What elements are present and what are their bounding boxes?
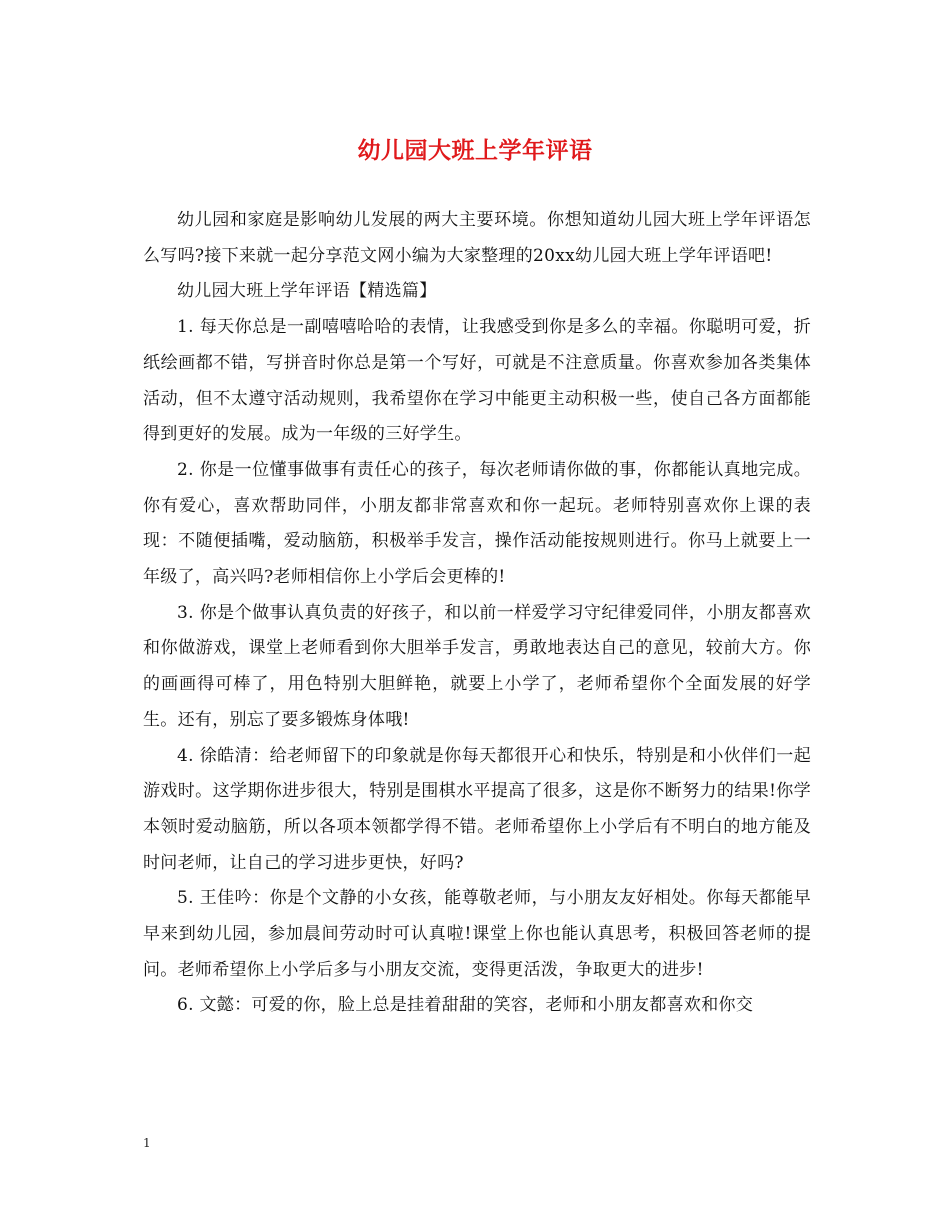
comment-paragraph-3: 3. 你是个做事认真负责的好孩子，和以前一样爱学习守纪律爱同伴，小朋友都喜欢和你做游戏，课堂上老师看到你大胆举手发言，勇敢地表达自己的意见，较前大方。你的画画得可棒了，用色特别大胆鲜艳，就要上小学了，老师希望你个全面发展的好学生。还有，别忘了要多锻炼身体哦! [143, 602, 811, 730]
section-heading: 幼儿园大班上学年评语【精选篇】 [177, 281, 437, 302]
comment-paragraph-2: 2. 你是一位懂事做事有责任心的孩子，每次老师请你做的事，你都能认真地完成。你有爱心，喜欢帮助同伴，小朋友都非常喜欢和你一起玩。老师特别喜欢你上课的表现：不随便插嘴，爱动脑筋，积极举手发言，操作活动能按规则进行。你马上就要上一年级了，高兴吗?老师相信你上小学后会更棒的! [143, 459, 811, 588]
comment-paragraph-4: 4. 徐皓清：给老师留下的印象就是你每天都很开心和快乐，特别是和小伙伴们一起游戏时。这学期你进步很大，特别是围棋水平提高了很多，这是你不断努力的结果!你学本领时爱动脑筋，所以各项本领都学得不错。老师希望你上小学后有不明白的地方能及时问老师，让自己的学习进步更快，好吗? [143, 745, 811, 873]
document-title: 幼儿园大班上学年评语 [357, 137, 593, 164]
intro-paragraph: 幼儿园和家庭是影响幼儿发展的两大主要环境。你想知道幼儿园大班上学年评语怎么写吗?接下来就一起分享范文网小编为大家整理的20xx幼儿园大班上学年评语吧! [143, 210, 811, 266]
document-body [143, 203, 811, 1024]
page-number: 1 [143, 1136, 151, 1150]
comment-paragraph-5: 5. 王佳吟：你是个文静的小女孩，能尊敬老师，与小朋友友好相处。你每天都能早早来到幼儿园，参加晨间劳动时可认真啦!课堂上你也能认真思考，积极回答老师的提问。老师希望你上小学后多与小朋友交流，变得更活泼，争取更大的进步! [143, 888, 811, 980]
comment-paragraph-1: 1. 每天你总是一副嘻嘻哈哈的表情，让我感受到你是多么的幸福。你聪明可爱，折纸绘画都不错，写拼音时你总是第一个写好，可就是不注意质量。你喜欢参加各类集体活动，但不太遵守活动规则，我希望你在学习中能更主动积极一些，使自己各方面都能得到更好的发展。成为一年级的三好学生。 [143, 317, 811, 445]
comment-paragraph-6: 6. 文懿：可爱的你，脸上总是挂着甜甜的笑容，老师和小朋友都喜欢和你交 [177, 995, 754, 1016]
